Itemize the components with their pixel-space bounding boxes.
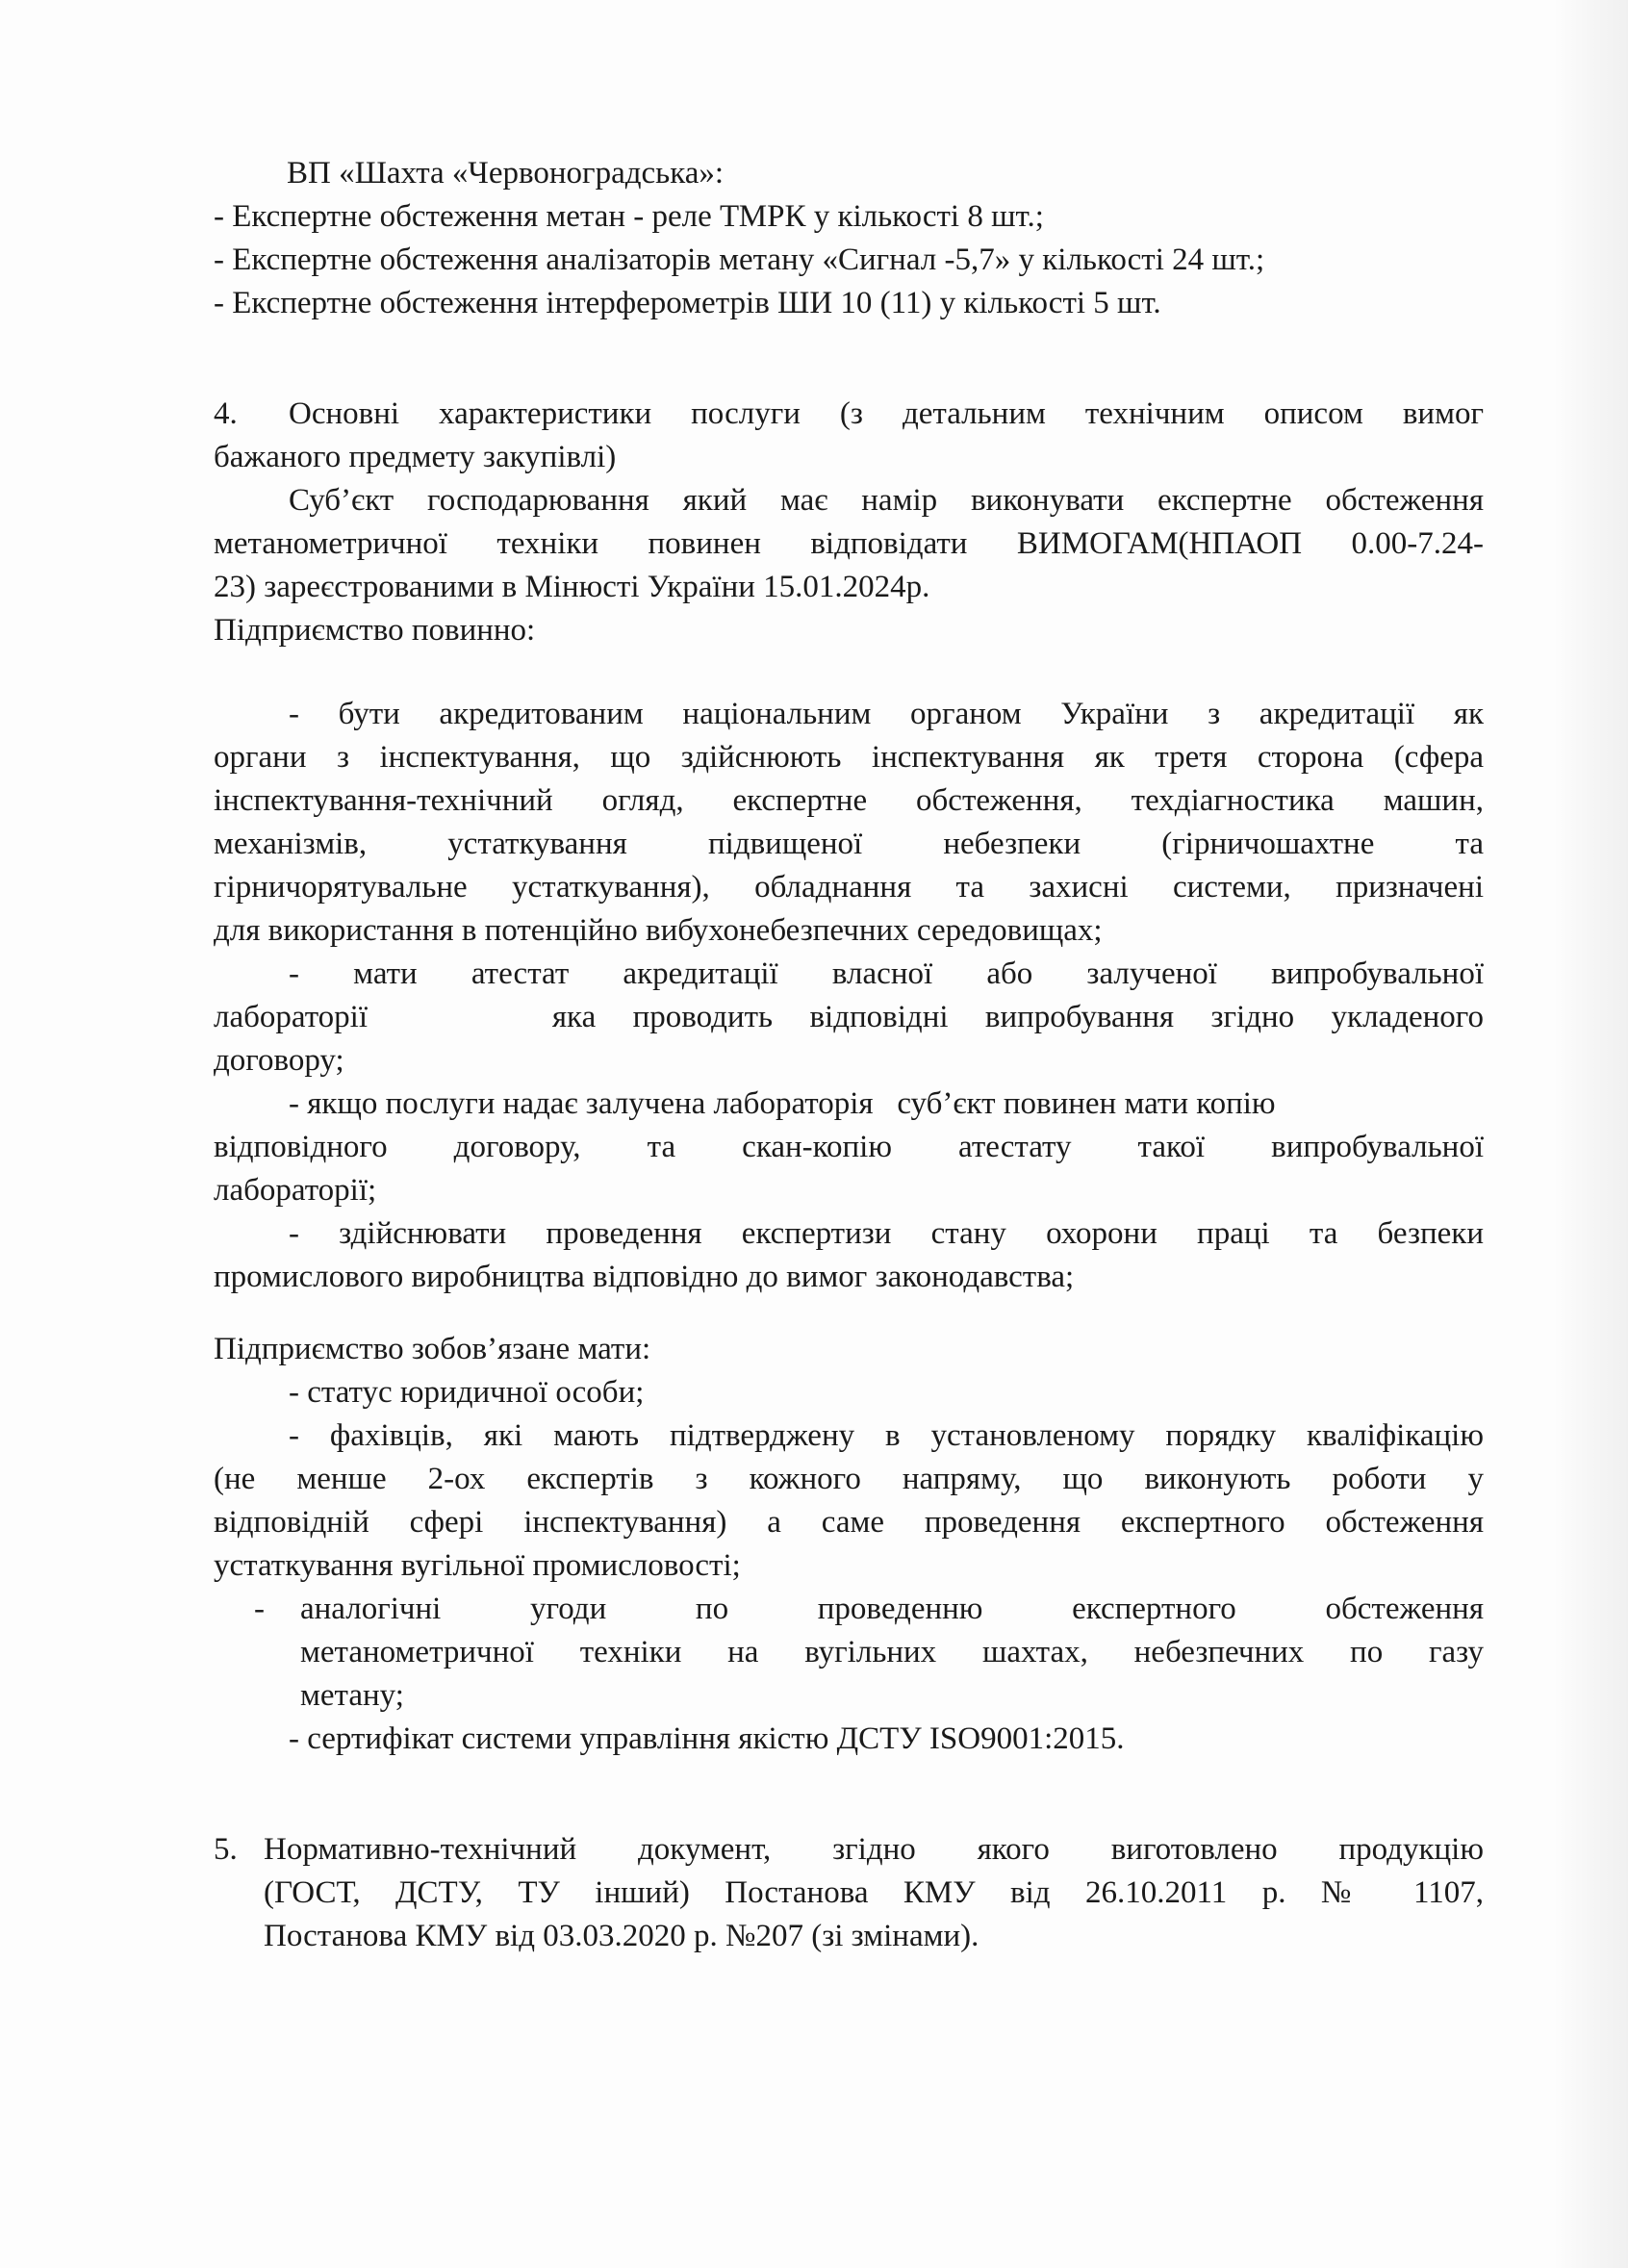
section-5-line-1: Нормативно-технічний документ, згідно якого виготовлено продукцію — [264, 1832, 1484, 1867]
header-item-3: - Експертне обстеження інтерферометрів ШИ 10 (11) у кількості 5 шт. — [214, 286, 1161, 320]
section-5-line-3: Постанова КМУ від 03.03.2020 р. №207 (зі змінами). — [264, 1919, 979, 1953]
header-item-2: - Експертне обстеження аналізаторів метану «Сигнал -5,7» у кількості 24 шт.; — [214, 242, 1265, 277]
obligation-2-line-1: - фахівців, які мають підтверджену в установленому порядку кваліфікацію — [289, 1418, 1484, 1453]
req-2-line-2: лабораторії яка проводить відповідні випробування згідно укладеного — [214, 1000, 1484, 1034]
req-3-line-3: лабораторії; — [214, 1173, 377, 1208]
obligation-2-line-4: устаткування вугільної промисловості; — [214, 1548, 741, 1583]
obliged-label: Підприємство зобов’язане мати: — [214, 1332, 651, 1366]
org-heading: ВП «Шахта «Червоноградська»: — [287, 156, 725, 191]
document-body — [214, 152, 1484, 1958]
section-4-intro-line-1: Суб’єкт господарювання який має намір виконувати експертне обстеження — [289, 483, 1484, 518]
req-1-line-2: органи з інспектування, що здійснюють інспектування як третя сторона (сфера — [214, 740, 1484, 775]
req-1-line-1: - бути акредитованим національним органом України з акредитації як — [289, 697, 1484, 731]
req-1-line-6: для використання в потенційно вибухонебезпечних середовищах; — [214, 913, 1103, 948]
obligation-3 — [214, 1588, 1484, 1718]
obligation-3-dash: - — [254, 1592, 265, 1626]
must-label: Підприємство повинно: — [214, 613, 536, 648]
section-5-line-2: (ГОСТ, ДСТУ, ТУ інший) Постанова КМУ від 26.10.2011 р. № 1107, — [264, 1875, 1484, 1910]
section-4-intro-line-3: 23) зареєстрованими в Мінюсті України 15.01.2024р. — [214, 570, 930, 604]
req-2-line-1: - мати атестат акредитації власної або залученої випробувальної — [289, 956, 1484, 991]
section-4-title-line-1: 4. Основні характеристики послуги (з детальним технічним описом вимог — [214, 393, 1484, 436]
req-3-line-2: відповідного договору, та скан-копію атестату такої випробувальної — [214, 1130, 1484, 1164]
req-4-line-2: промислового виробництва відповідно до вимог законодавства; — [214, 1260, 1075, 1294]
section-5 — [214, 1828, 1484, 1958]
section-5-number: 5. — [214, 1832, 238, 1867]
section-4-intro-line-2: метанометричної техніки повинен відповідати ВИМОГАМ(НПАОП 0.00-7.24- — [214, 526, 1484, 561]
obligation-1: - статус юридичної особи; — [289, 1375, 645, 1410]
section-4-title-line-2: бажаного предмету закупівлі) — [214, 440, 617, 474]
section-4-number: 4. — [214, 396, 238, 431]
obligation-2-line-2: (не менше 2-ох експертів з кожного напряму, що виконують роботи у — [214, 1462, 1484, 1496]
req-2-line-3: договору; — [214, 1043, 344, 1078]
section-5-body — [214, 1828, 1484, 1958]
header-item-1: - Експертне обстеження метан - реле ТМРК у кількості 8 шт.; — [214, 199, 1044, 234]
scan-edge-shadow — [1553, 0, 1628, 2268]
req-1-line-5: гірничорятувальне устаткування), обладнання та захисні системи, призначені — [214, 870, 1484, 905]
section-4 — [214, 393, 1484, 1761]
req-1-line-4: механізмів, устаткування підвищеної небезпеки (гірничошахтне та — [214, 827, 1484, 861]
req-1-line-3: інспектування-технічний огляд, експертне обстеження, техдіагностика машин, — [214, 783, 1484, 818]
obligation-3-line-3: метану; — [300, 1678, 404, 1713]
req-3-line-1: - якщо послуги надає залучена лабораторія суб’єкт повинен мати копію — [289, 1086, 1276, 1121]
obligation-2-line-3: відповідній сфері інспектування) а саме проведення експертного обстеження — [214, 1505, 1484, 1540]
req-4-line-1: - здійснювати проведення експертизи стану охорони праці та безпеки — [289, 1216, 1484, 1251]
obligation-3-line-1: аналогічні угоди по проведенню експертного обстеження — [300, 1592, 1484, 1626]
obligation-4: - сертифікат системи управління якістю ДСТУ ISO9001:2015. — [289, 1721, 1125, 1756]
obligation-3-line-2: метанометричної техніки на вугільних шахтах, небезпечних по газу — [300, 1635, 1484, 1669]
